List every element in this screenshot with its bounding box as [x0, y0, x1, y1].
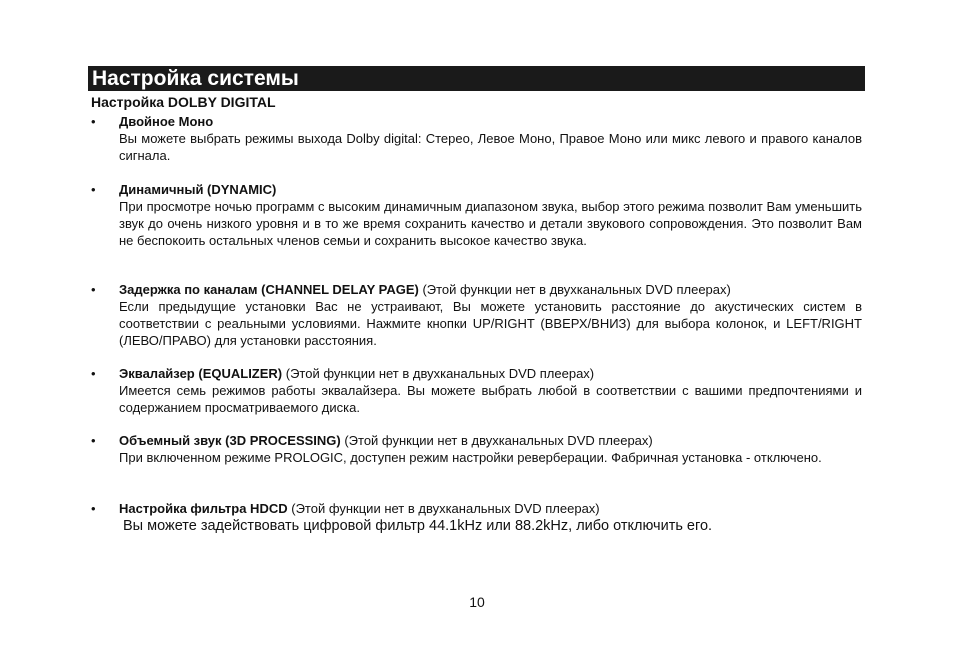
item-title-note: (Этой функции нет в двухканальных DVD плеерах): [287, 501, 600, 516]
item-title: [119, 113, 213, 130]
bullet-icon: •: [91, 114, 96, 129]
bullet-icon: •: [91, 501, 96, 516]
item-title: [119, 432, 653, 449]
item-title-note: (Этой функции нет в двухканальных DVD плеерах): [282, 366, 595, 381]
item-title: [119, 181, 276, 198]
item-title-bold: Настройка фильтра HDCD: [119, 501, 288, 516]
item-title-bold: Двойное Моно: [119, 114, 214, 129]
section-subtitle: Настройка DOLBY DIGITAL: [91, 94, 276, 110]
item-title-bold: Объемный звук (3D PROCESSING): [119, 433, 341, 448]
page-title: Настройка системы: [92, 67, 299, 90]
item-title: [119, 365, 594, 382]
item-body: Вы можете задействовать цифровой фильтр 44.1kHz или 88.2kHz, либо отключить его.: [123, 518, 713, 534]
section-header-bar: [88, 66, 865, 91]
bullet-icon: •: [91, 433, 96, 448]
page-number: 10: [469, 594, 485, 610]
bullet-icon: •: [91, 366, 96, 381]
item-title-bold: Задержка по каналам (CHANNEL DELAY PAGE): [119, 282, 419, 297]
item-title: [119, 281, 731, 298]
item-body: При просмотре ночью программ с высоким динамичным диапазоном звука, выбор этого режима позволит Вам уменьшить звук до очень низкого уровня и в то же время сохранить качество и детали звукового сопровождения. Это позволит Вам не беспокоить остальных членов семьи и сохранить высокое качество звука.: [119, 199, 862, 248]
item-body: Если предыдущие установки Вас не устраивают, Вы можете установить расстояние до акустических систем в соответствии с реальными условиями. Нажмите кнопки UP/RIGHT (ВВЕРХ/ВНИЗ) для выбора колонок, и LEFT/RIGHT (ЛЕВО/ПРАВО) для установки расстояния.: [119, 299, 862, 348]
bullet-icon: •: [91, 282, 96, 297]
item-title-note: (Этой функции нет в двухканальных DVD плеерах): [340, 433, 653, 448]
item-body: Имеется семь режимов работы эквалайзера. Вы можете выбрать любой в соответствии с вашими предпочтениями и содержанием просматриваемого диска.: [119, 383, 862, 415]
item-title: [119, 500, 600, 517]
item-title-note: (Этой функции нет в двухканальных DVD плеерах): [418, 282, 731, 297]
item-body: Вы можете выбрать режимы выхода Dolby digital: Стерео, Левое Моно, Правое Моно или микс левого и правого каналов сигнала.: [119, 131, 862, 163]
bullet-icon: •: [91, 182, 96, 197]
item-title-bold: Динамичный (DYNAMIC): [119, 182, 277, 197]
item-body: При включенном режиме PROLOGIC, доступен режим настройки реверберации. Фабричная установка - отключено.: [119, 450, 822, 465]
item-title-bold: Эквалайзер (EQUALIZER): [119, 366, 283, 381]
